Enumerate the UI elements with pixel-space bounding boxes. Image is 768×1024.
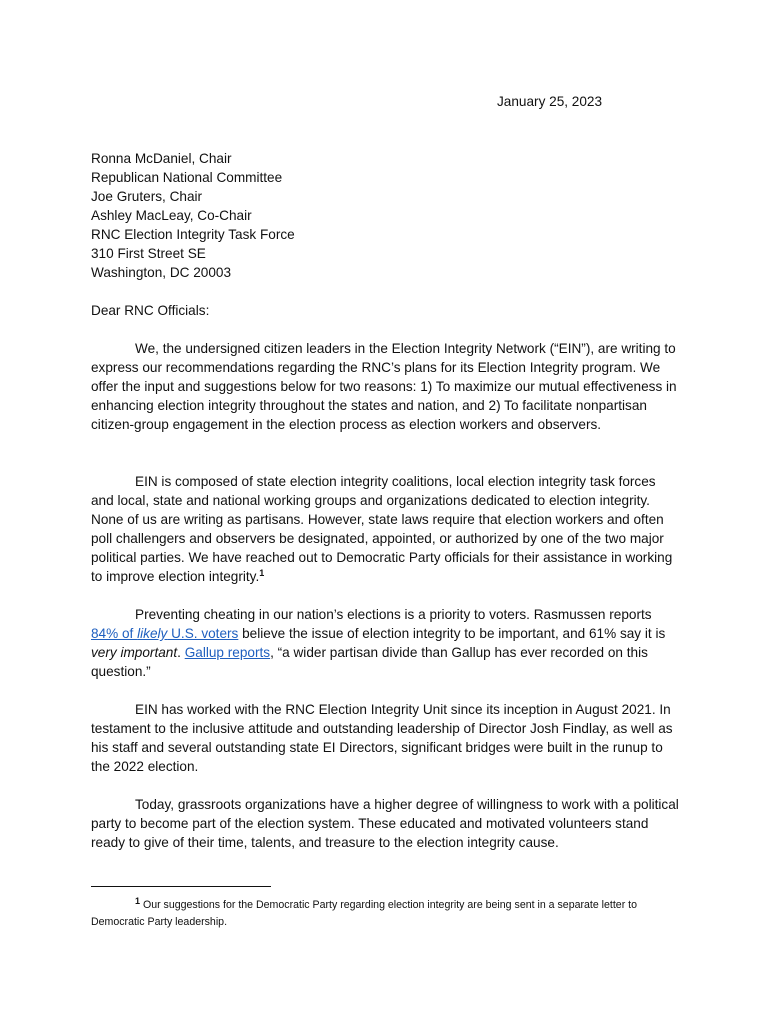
- letter-date: January 25, 2023: [497, 94, 603, 109]
- paragraph-3: [91, 605, 681, 681]
- address-line: 310 First Street SE: [91, 246, 206, 261]
- rasmussen-link-text-end: U.S. voters: [167, 626, 239, 641]
- paragraph-3-end: , “a wider partisan divide than Gallup has ever recorded on this question.”: [91, 645, 648, 679]
- paragraph-4: EIN has worked with the RNC Election Integrity Unit since its inception in August 2021. In testament to the inclusive attitude and outstanding leadership of Director Josh Findlay, as well as his staff and several outstanding state EI Directors, significant bridges were built in the runup to the 2022 election.: [91, 702, 673, 774]
- address-line: Republican National Committee: [91, 170, 283, 185]
- rasmussen-link-text: 84% of: [91, 626, 138, 641]
- footnote-mark: 1: [135, 896, 141, 906]
- paragraph-2: [91, 472, 681, 586]
- address-line: RNC Election Integrity Task Force: [91, 227, 295, 242]
- rasmussen-link[interactable]: [91, 626, 238, 641]
- recipient-address: [91, 149, 295, 282]
- paragraph-3-intro: Preventing cheating in our nation’s elections is a priority to voters. Rasmussen reports: [135, 607, 652, 622]
- address-line: Ronna McDaniel, Chair: [91, 151, 232, 166]
- paragraph-3-mid: believe the issue of election integrity to be important, and 61% say it is: [238, 626, 666, 641]
- address-line: Washington, DC 20003: [91, 265, 232, 280]
- salutation: Dear RNC Officials:: [91, 303, 210, 318]
- address-line: Joe Gruters, Chair: [91, 189, 203, 204]
- paragraph-2-text: EIN is composed of state election integrity coalitions, local election integrity task forces and local, state and national working groups and organizations dedicated to election integrity. None of us are writing as partisans. However, state laws require that election workers and often poll challengers and observers be designated, appointed, or authorized by one of the two major political parties. We have reached out to Democratic Party officials for their assistance in working to improve election integrity.: [91, 474, 673, 584]
- footnote-separator: [91, 886, 271, 887]
- footnote-reference[interactable]: 1: [259, 568, 265, 578]
- address-line: Ashley MacLeay, Co-Chair: [91, 208, 252, 223]
- paragraph-5: Today, grassroots organizations have a higher degree of willingness to work with a political party to become part of the election system. These educated and motivated volunteers stand ready to give of their time, talents, and treasure to the election integrity cause.: [91, 797, 679, 850]
- gallup-link[interactable]: Gallup reports: [184, 645, 271, 660]
- paragraph-1: We, the undersigned citizen leaders in the Election Integrity Network (“EIN”), are writing to express our recommendations regarding the RNC’s plans for its Election Integrity program. We offer the input and suggestions below for two reasons: 1) To maximize our mutual effectiveness in enhancing election integrity throughout the states and nation, and 2) To facilitate nonpartisan citizen-group engagement in the election process as election workers and observers.: [91, 341, 677, 432]
- rasmussen-link-italic: likely: [137, 626, 168, 641]
- paragraph-3-emphasis: very important: [91, 645, 178, 660]
- paragraph-3-after-emphasis: .: [177, 645, 185, 660]
- footnote: [91, 897, 681, 931]
- footnote-text: Our suggestions for the Democratic Party regarding election integrity are being sent in a separate letter to Democratic Party leadership.: [91, 899, 638, 928]
